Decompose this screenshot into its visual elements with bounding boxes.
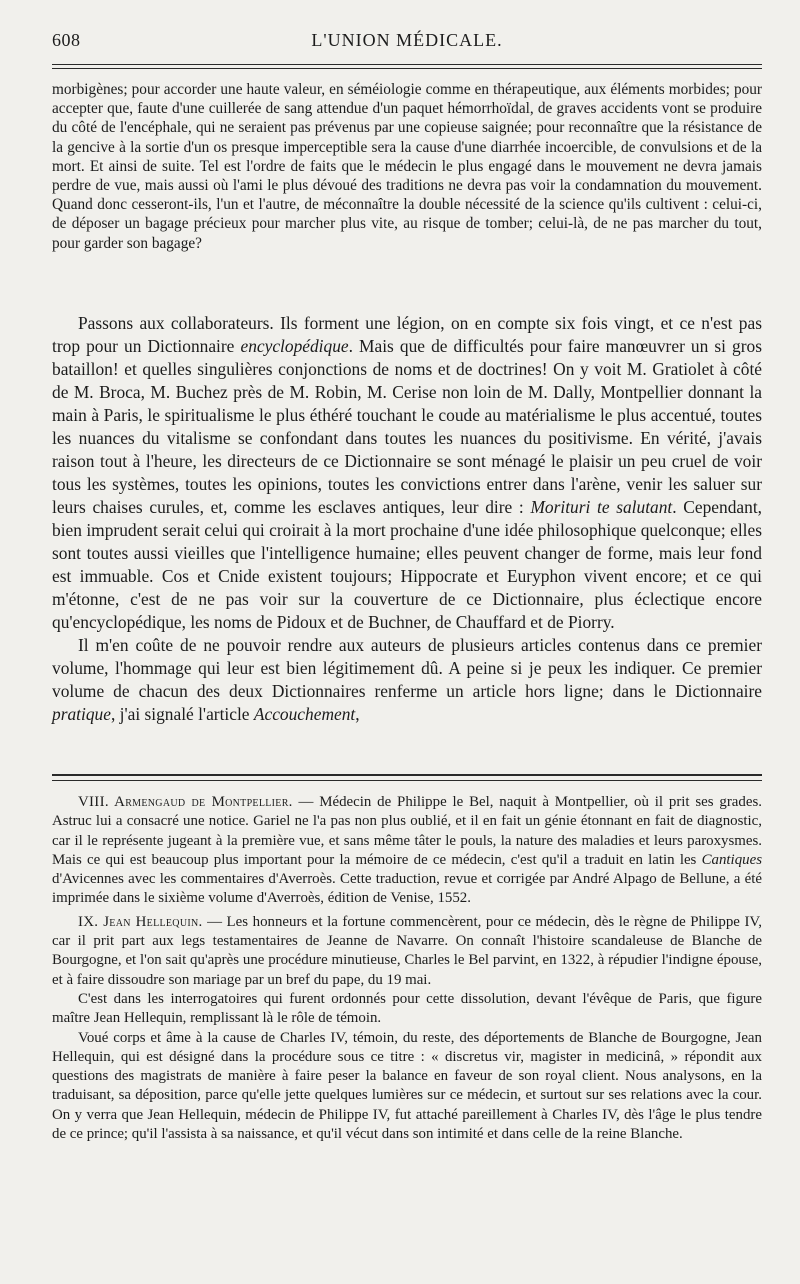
paragraph-3	[52, 634, 762, 726]
paragraph-2-emphasis-2: Morituri te salutant	[530, 497, 673, 517]
footnote-rule	[52, 774, 762, 776]
note-9-text: — Les honneurs et la fortune commencèrent, pour ce médecin, dès le règne de Philippe IV, car il prit part aux legs testamentaires de Jeanne de Navarre. On connaît l'histoire scandaleuse de Blanche de Bourgogne, et l'on sait qu'après une procédure minutieuse, Charles le Bel parvint, en 1322, à répudier l'indigne épouse, et à faire dissoudre son mariage par un bref du pape, du 19 mai.	[52, 913, 762, 988]
header-rule	[52, 64, 762, 65]
note-9-paragraph-2: C'est dans les interrogatoires qui furent ordonnés pour cette dissolution, devant l'évêque de Paris, que figure maître Jean Hellequin, remplissant là le rôle de témoin.	[52, 990, 762, 1027]
note-9-paragraph-3: Voué corps et âme à la cause de Charles IV, témoin, du reste, des déportements de Blanche de Bourgogne, Jean Hellequin, qui est désigné dans la procédure sous ce titre : « discretus vir, magister in medicinâ, » répondit aux questions des magistrats de manière à faire peser la balance en faveur de son royal client. Nous analysons, en la traduisant, sa déposition, parce qu'elle jette quelques lumières sur ce médecin, et surtout sur ses relations avec la cour. On y verra que Jean Hellequin, médecin de Philippe IV, fut attaché pareillement à Charles IV, dès l'âge le plus tendre de ce prince; qu'il l'assista à sa naissance, et qu'il vécut dans son intimité et dans celle de la reine Blanche.	[52, 1029, 762, 1143]
main-text-large	[52, 312, 762, 726]
note-8-emphasis: Cantiques	[701, 851, 762, 868]
note-8-text: — Médecin de Philippe le Bel, naquit à Montpellier, où il prit ses grades. Astruc lui a consacré une notice. Gariel ne l'a pas non plus oublié, et il en fait un génie étonnant en fait de diagnostic, car il le représente jugeant à la première vue, et sans même tâter le pouls, la nature des maladies et leurs paroxysmes. Mais ce qui est beaucoup plus important pour la mémoire de ce médecin, c'est qu'il a traduit en latin les	[52, 794, 762, 868]
note-8-label: VIII. Armengaud de Montpellier.	[78, 794, 293, 810]
journal-title: L'UNION MÉDICALE.	[311, 30, 503, 50]
paragraph-3-part-b: , j'ai signalé l'article	[110, 704, 254, 724]
paragraph-3-part-c: ,	[355, 704, 360, 724]
footnotes	[52, 793, 762, 1144]
header-rule-thin	[52, 68, 762, 69]
page-header	[52, 30, 762, 56]
note-9	[52, 913, 762, 990]
paragraph-3-emphasis-1: pratique	[52, 704, 111, 724]
paragraph-3-part-a: Il m'en coûte de ne pouvoir rendre aux auteurs de plusieurs articles contenus dans ce premier volume, l'hommage qui leur est bien légitimement dû. A peine si je peux les indiquer. Ce premier volume de chacun des deux Dictionnaires renferme un article hors ligne; dans le Dictionnaire	[52, 635, 762, 701]
page-number: 608	[52, 30, 81, 50]
paragraph-3-emphasis-2: Accouchement	[253, 704, 356, 724]
paragraph-1: morbigènes; pour accorder une haute valeur, en séméiologie comme en thérapeutique, aux éléments morbides; pour accepter que, faute d'une cuillerée de sang attendue d'un paquet hémorrhoïdal, de graves accidents vont se produire du côté de l'encéphale, qui ne seraient pas prévenus par une copieuse saignée; pour reconnaître que la résistance de la gencive à la sortie d'un os presque imperceptible sera la cause d'une diarrhée incoercible, de convulsions et de la mort. Et ainsi de suite. Tel est l'ordre de faits que le médecin le plus engagé dans le mouvement ne devra jamais perdre de vue, mais aussi où l'ami le plus dévoué des traditions ne devra pas voir la condamnation du mouvement. Quand donc cesseront-ils, l'un et l'autre, de méconnaître la double nécessité de la science qu'ils cultivent : celui-ci, de déposer un bagage précieux pour marcher plus vite, au risque de tomber; celui-là, de ne pas marcher du tout, pour garder son bagage?	[52, 81, 762, 252]
paragraph-2-part-c: . Cependant, bien imprudent serait celui qui croirait à la mort prochaine d'une idée philosophique quelconque; elles sont toutes aussi vieilles que l'intelligence humaine; elles peuvent changer de forme, mais leur fond est immuable. Cos et Cnide existent toujours; Hippocrate et Euryphon vivent encore; et ce qui m'étonne, c'est de ne pas voir sur la couverture de ce Dictionnaire, plus éclectique encore qu'encyclopédique, les noms de Pidoux et de Buchner, de Chauffard et de Piorry.	[52, 497, 762, 632]
note-9-label: IX. Jean Hellequin.	[78, 913, 203, 930]
main-text	[52, 80, 762, 253]
note-8-text-2: d'Avicennes avec les commentaires d'Averroès. Cette traduction, revue et corrigée par André Alpago de Bellune, a été imprimée dans le sixième volume d'Averroès, édition de Venise, 1552.	[52, 871, 762, 907]
paragraph-2-part-b: . Mais que de difficultés pour faire manœuvrer un si gros bataillon! et quelles singulières conjonctions de noms et de doctrines! On y voit M. Gratiolet à côté de M. Broca, M. Buchez près de M. Robin, M. Cerise non loin de M. Dally, Montpellier donnant la main à Paris, le spiritualisme le plus éthéré touchant le coude au matérialisme le plus accentué, toutes les nuances du vitalisme se confondant dans toutes les nuances du positivisme. En vérité, j'avais raison tout à l'heure, les directeurs de ce Dictionnaire se sont ménagé le plaisir un peu cruel de voir tous les systèmes, toutes les opinions, toutes les convictions entrer dans l'arène, venir les saluer sur leurs chaises curules, et, comme les esclaves antiques, leur dire :	[52, 336, 762, 517]
paragraph-2-emphasis-1: encyclopédique	[240, 336, 349, 356]
note-8	[52, 793, 762, 909]
footnote-rule-thin	[52, 780, 762, 781]
paragraph-2	[52, 312, 762, 634]
paragraph-2-part-a: Passons aux collaborateurs. Ils forment une légion, on en compte six fois vingt, et ce n'est pas trop pour un Dictionnaire	[52, 313, 762, 356]
